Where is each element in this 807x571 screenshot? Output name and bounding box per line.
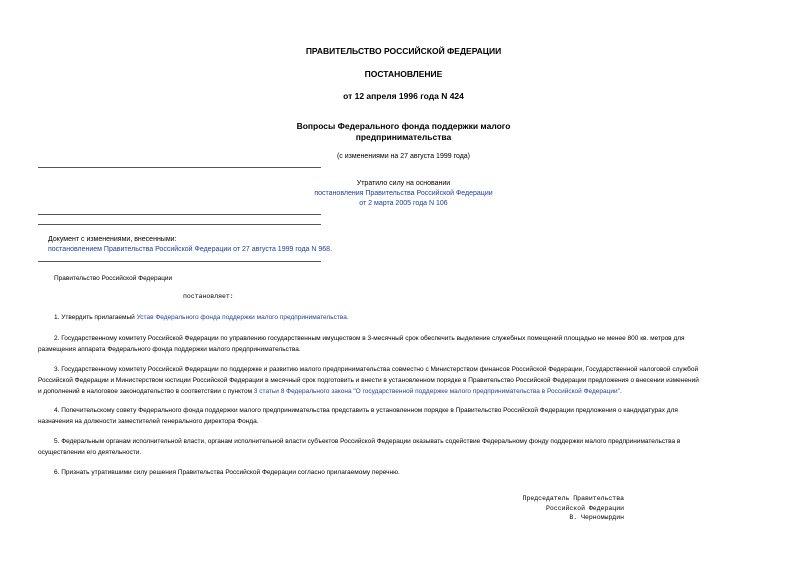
paragraph-1 (54, 312, 349, 323)
paragraph-4 (38, 405, 770, 427)
changes-label: Документ с изменениями, внесенными: (48, 236, 177, 243)
federal-law-link[interactable]: 3 статьи 8 Федерального закона "О государственной поддержке малого предпринимательства в Российской Федерации" (253, 388, 620, 395)
p3-line3-text: и дополнений в налоговое законодательство в соответствии с пунктом (38, 388, 254, 395)
p5-line2: осуществлении его деятельности. (38, 449, 142, 456)
repeal-link-line1[interactable]: постановления Правительства Российской Федерации (314, 190, 493, 197)
p1-text: 1. Утвердить прилагаемый (54, 314, 137, 321)
p3-line3 (38, 386, 770, 397)
p3-line1: 3. Государственному комитету Российской Федерации по поддержке и развитию малого предпринимательства совместно с Министерством финансов Российской Федерации, Государственной налоговой службой (54, 366, 699, 373)
p3-line2: Российской Федерации и Министерством юстиции Российской Федерации в месячный срок подготовить и внести в установленном порядке в Правительство Российской Федерации предложения о внесении изменений (38, 377, 699, 384)
intro-text: Правительство Российской Федерации (54, 275, 173, 282)
doc-type-heading: ПОСТАНОВЛЕНИЕ (364, 69, 443, 79)
signature-block (523, 494, 624, 523)
charter-link[interactable]: Устав Федерального фонда поддержки малого предпринимательства. (136, 314, 349, 321)
doc-title-line1: Вопросы Федерального фонда поддержки малого (296, 121, 511, 131)
paragraph-6: 6. Признать утратившими силу решения Правительства Российской Федерации согласно прилагаемому перечню. (54, 469, 400, 476)
amendments-note: (с изменениями на 27 августа 1999 года) (336, 153, 471, 160)
p2-line1: 2. Государственному комитету Российской Федерации по управлению государственным имуществом в 3-месячный срок обеспечить выделение служебных помещений площадью не менее 800 кв. метров для (54, 335, 685, 342)
divider (38, 261, 321, 262)
signature-name: В. Черномырдин (569, 514, 624, 521)
p4-line1: 4. Попечительскому совету Федерального фонда поддержки малого предпринимательства представить в установленном порядке в Правительство Российской Федерации предложения о кандидатурах для (54, 407, 678, 414)
p3-line3-end: . (619, 388, 622, 395)
paragraph-3 (38, 364, 770, 397)
signature-line1: Председатель Правительства (522, 495, 624, 502)
government-heading: ПРАВИТЕЛЬСТВО РОССИЙСКОЙ ФЕДЕРАЦИИ (305, 46, 502, 56)
resolves-text: постановляет: (183, 293, 234, 300)
paragraph-5 (38, 436, 770, 458)
doc-title-line2: предпринимательства (355, 132, 452, 142)
p4-line2: назначения на должности заместителей генерального директора Фонда. (38, 418, 259, 425)
paragraph-2 (38, 333, 770, 355)
date-number: от 12 апреля 1996 года N 424 (343, 91, 464, 101)
repeal-line1: Утратило силу на основании (356, 180, 451, 187)
p5-line1: 5. Федеральным органам исполнительной власти, органам исполнительной власти субъектов Российской Федерации оказывать содействие Федеральному фонду поддержки малого предпринимательства в (54, 438, 681, 445)
divider (38, 224, 321, 225)
repeal-link-line2[interactable]: от 2 марта 2005 года N 106 (359, 200, 448, 207)
p2-line2: размещения аппарата Федерального фонда поддержки малого предпринимательства. (38, 346, 301, 353)
divider (38, 167, 321, 168)
divider (38, 214, 321, 215)
changes-link[interactable]: постановлением Правительства Российской Федерации от 27 августа 1999 года N 968. (48, 246, 333, 253)
signature-line2: Российской Федерации (545, 504, 624, 512)
